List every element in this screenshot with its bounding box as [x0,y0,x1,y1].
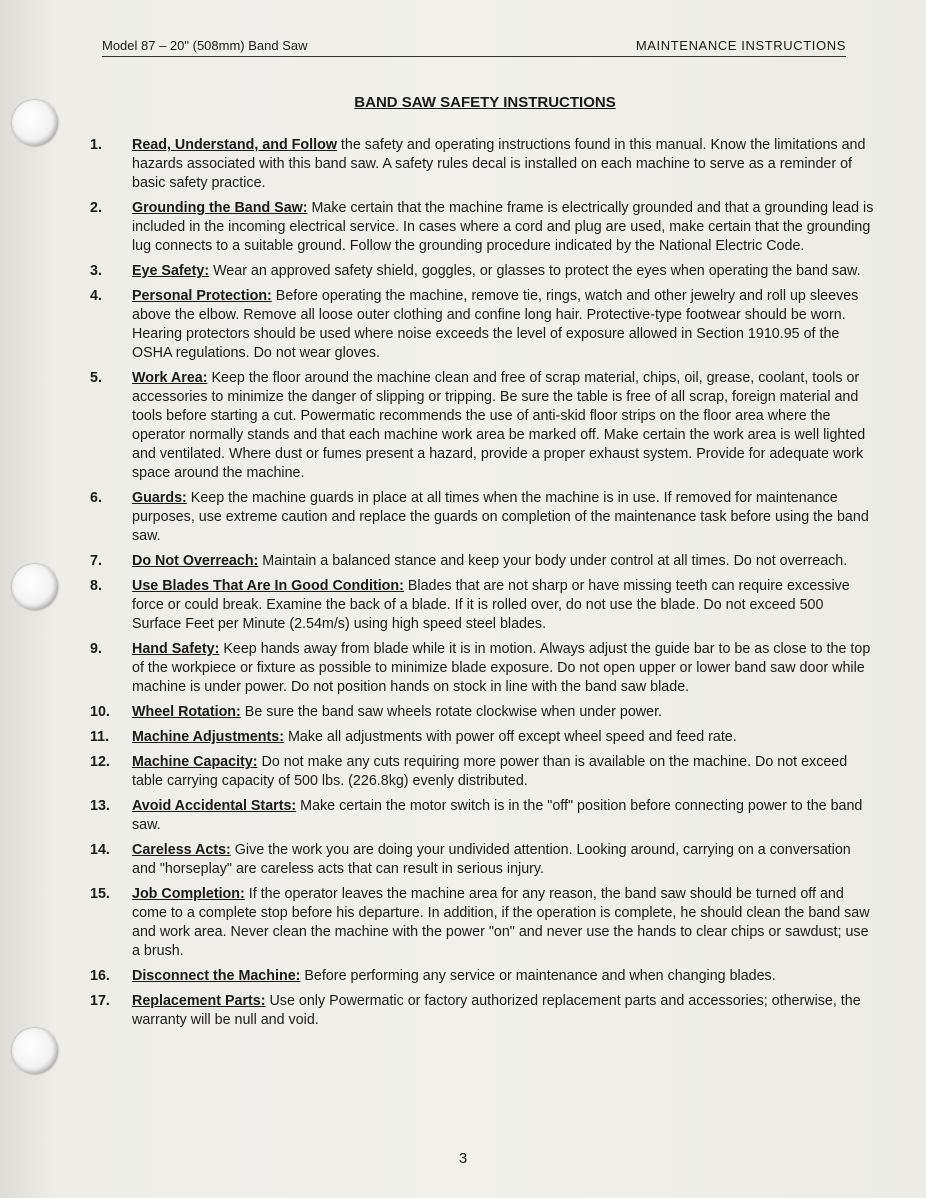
item-text: Blades that are not sharp or have missing teeth can require excessive force or could break. Examine the back of a blade. If it is rolled over, do not use the blade. Do not exceed 500 Surface Feet per Minute (2.54m/s) using high speed steel blades. [132,578,850,632]
item-number: 14. [90,842,110,858]
item-text: If the operator leaves the machine area for any reason, the band saw should be turned off and come to a complete stop before his departure. In addition, if the operation is complete, he should clean the band saw and work area. Never clean the machine with the power "on" and never use the hands to clear chips or sawdust; use a brush. [132,886,870,959]
item-number: 5. [90,370,102,386]
item-label: Disconnect the Machine: [132,968,301,984]
instruction-item [90,728,876,747]
item-label: Avoid Accidental Starts: [132,798,297,814]
page-title: BAND SAW SAFETY INSTRUCTIONS [354,94,616,111]
instruction-item [90,640,876,697]
item-text: Wear an approved safety shield, goggles, or glasses to protect the eyes when operating the band saw. [209,263,861,279]
item-label: Personal Protection: [132,288,272,304]
item-text: Give the work you are doing your undivided attention. Looking around, carrying on a conversation and "horseplay" are careless acts that can result in serious injury. [132,842,851,877]
instruction-item [90,703,876,722]
item-label: Wheel Rotation: [132,704,241,720]
item-number: 9. [90,641,102,657]
instruction-item [90,199,876,256]
item-label: Read, Understand, and Follow [132,137,337,153]
item-number: 7. [90,553,102,569]
item-label: Guards: [132,490,187,506]
item-label: Eye Safety: [132,263,210,279]
instruction-item [90,841,876,879]
item-label: Replacement Parts: [132,993,266,1009]
item-label: Work Area: [132,370,208,386]
item-text: Make certain that the machine frame is electrically grounded and that a grounding lead is included in the incoming electrical service. In cases where a cord and plug are used, make certain that the grounding lug connects to a suitable ground. Follow the grounding procedure indicated by the National Electric Code. [132,200,874,254]
item-label: Job Completion: [132,886,245,902]
item-text: Before performing any service or maintenance and when changing blades. [300,968,776,984]
item-label: Grounding the Band Saw: [132,200,308,216]
instruction-item [90,287,876,363]
item-text: Maintain a balanced stance and keep your body under control at all times. Do not overreach. [258,553,848,569]
instruction-item [90,885,876,961]
item-number: 8. [90,578,102,594]
item-text: Keep hands away from blade while it is in motion. Always adjust the guide bar to be as close to the top of the workpiece or fixture as possible to minimize blade exposure. Do not open upper or lower band saw door while machine is under power. Do not position hands on stock in line with the band saw blade. [132,641,871,695]
instruction-item [90,369,876,483]
item-text: Do not make any cuts requiring more power than is available on the machine. Do not exceed table carrying capacity of 500 lbs. (226.8kg) evenly distributed. [132,754,848,789]
item-label: Do Not Overreach: [132,553,259,569]
item-label: Machine Adjustments: [132,729,284,745]
item-label: Machine Capacity: [132,754,258,770]
item-text: Keep the floor around the machine clean and free of scrap material, chips, oil, grease, coolant, tools or accessories to minimize the danger of slipping or tripping. Be sure the table is free of all scrap, foreign material and tools before starting a cut. Powermatic recommends the use of anti-skid floor strips on the floor area where the operator normally stands and that each machine work area be marked off. Make certain the work area is well lighted and ventilated. Where dust or fumes present a hazard, provide a proper exhaust system. Provide for adequate work space around the machine. [132,370,866,481]
item-text: Make certain the motor switch is in the "off" position before connecting power to the band saw. [132,798,863,833]
item-text: Be sure the band saw wheels rotate clockwise when under power. [240,704,663,720]
item-text: Before operating the machine, remove tie, rings, watch and other jewelry and roll up sleeves above the elbow. Remove all loose outer clothing and confine long hair. Protective-type footwear should be worn. Hearing protectors should be used where noise exceeds the level of exposure allowed in Section 1910.95 of the OSHA regulations. Do not wear gloves. [132,288,859,361]
instruction-item [90,753,876,791]
instruction-item [90,992,876,1030]
item-label: Careless Acts: [132,842,231,858]
item-number: 2. [90,200,102,216]
item-number: 3. [90,263,102,279]
item-text: Make all adjustments with power off except wheel speed and feed rate. [284,729,737,745]
safety-instructions-list [90,136,876,1036]
item-number: 17. [90,993,110,1009]
item-number: 15. [90,886,110,902]
instruction-item [90,489,876,546]
instruction-item [90,797,876,835]
page-header [102,36,846,57]
binder-hole-bottom [12,1028,58,1074]
binder-hole-middle [12,564,58,610]
item-label: Hand Safety: [132,641,220,657]
item-number: 11. [90,729,110,745]
page-number: 3 [458,1150,468,1167]
instruction-item [90,552,876,571]
item-number: 13. [90,798,110,814]
instruction-item [90,262,876,281]
header-section: MAINTENANCE INSTRUCTIONS [635,38,846,53]
item-label: Use Blades That Are In Good Condition: [132,578,404,594]
item-number: 1. [90,137,102,153]
item-number: 6. [90,490,102,506]
item-number: 16. [90,968,110,984]
instruction-item [90,577,876,634]
item-text: the safety and operating instructions found in this manual. Know the limitations and hazards associated with this band saw. A safety rules decal is installed on each machine to serve as a reminder of basic safety practice. [132,137,866,191]
instruction-item [90,967,876,986]
instruction-item [90,136,876,193]
item-number: 12. [90,754,110,770]
item-number: 4. [90,288,102,304]
item-text: Keep the machine guards in place at all times when the machine is in use. If removed for maintenance purposes, use extreme caution and replace the guards on completion of the maintenance task before using the band saw. [132,490,869,544]
item-number: 10. [90,704,110,720]
header-model: Model 87 – 20" (508mm) Band Saw [102,38,308,53]
item-text: Use only Powermatic or factory authorized replacement parts and accessories; otherwise, the warranty will be null and void. [132,993,861,1028]
